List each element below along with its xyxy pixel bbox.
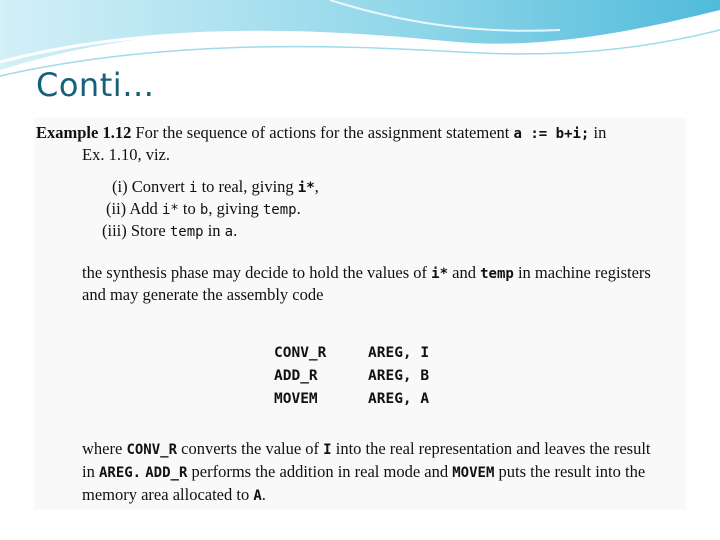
paragraph-1-line-1 (82, 262, 651, 285)
para-text: converts the value of (181, 439, 320, 458)
para-text: . (261, 485, 266, 504)
para-code: A (253, 488, 262, 504)
step-number: (i) (112, 177, 128, 196)
para-text: where (82, 439, 123, 458)
code-args-3: AREG, A (368, 391, 430, 407)
step-code: i* (297, 180, 315, 196)
step-code: i (189, 180, 198, 196)
para-text: and (452, 263, 476, 282)
paragraph-2-line-3 (82, 484, 266, 507)
intro-in: in (593, 123, 607, 142)
para-text: memory area allocated to (82, 485, 250, 504)
intro-code: a := b+i; (513, 126, 590, 142)
code-op-3: MOVEM (274, 391, 318, 407)
step-number: (iii) (102, 221, 127, 240)
paragraph-1-line-2: and may generate the assembly code (82, 285, 324, 304)
para-text: puts the result into the (498, 462, 646, 481)
para-text: performs the addition in real mode and (191, 462, 449, 481)
para-code: AREG. (98, 465, 142, 481)
step-1 (112, 176, 319, 199)
step-text: Add (129, 199, 158, 218)
para-code: MOVEM (452, 465, 495, 481)
code-op-1: CONV_R (274, 345, 327, 361)
step-text: to (182, 199, 196, 218)
para-text: in (82, 462, 95, 481)
step-2 (106, 198, 301, 221)
para-code: temp (480, 266, 514, 282)
step-text: to real, giving (201, 177, 294, 196)
para-code: ADD_R (145, 465, 188, 481)
para-code: i* (431, 266, 449, 282)
step-text: , giving (208, 199, 259, 218)
code-op-2: ADD_R (274, 368, 318, 384)
step-code: i* (161, 202, 179, 218)
para-text: in machine registers (517, 263, 651, 282)
para-code: CONV_R (126, 442, 178, 458)
step-number: (ii) (106, 199, 127, 218)
paragraph-2-line-2 (82, 461, 645, 484)
para-code: I (323, 442, 332, 458)
step-text: , (314, 177, 319, 196)
step-text: . (296, 199, 301, 218)
para-text: the synthesis phase may decide to hold the values of (82, 263, 428, 282)
step-3 (102, 220, 237, 243)
example-scan (34, 118, 686, 510)
step-code: b (199, 202, 209, 218)
example-intro-line (36, 122, 606, 145)
paragraph-2-line-1 (82, 438, 650, 461)
step-code: a (224, 224, 234, 240)
slide-title: Conti… (36, 66, 155, 104)
code-args-1: AREG, I (368, 345, 430, 361)
step-text: . (233, 221, 238, 240)
code-args-2: AREG, B (368, 368, 430, 384)
example-ref-line: Ex. 1.10, viz. (82, 145, 170, 164)
step-code: temp (169, 224, 204, 240)
step-text: in (207, 221, 221, 240)
intro-text: For the sequence of actions for the assignment statement (135, 123, 510, 142)
para-text: into the real representation and leaves the result (335, 439, 651, 458)
example-label: Example 1.12 (36, 123, 132, 142)
step-text: Store (130, 221, 166, 240)
step-text: Convert (131, 177, 185, 196)
step-code: temp (262, 202, 297, 218)
